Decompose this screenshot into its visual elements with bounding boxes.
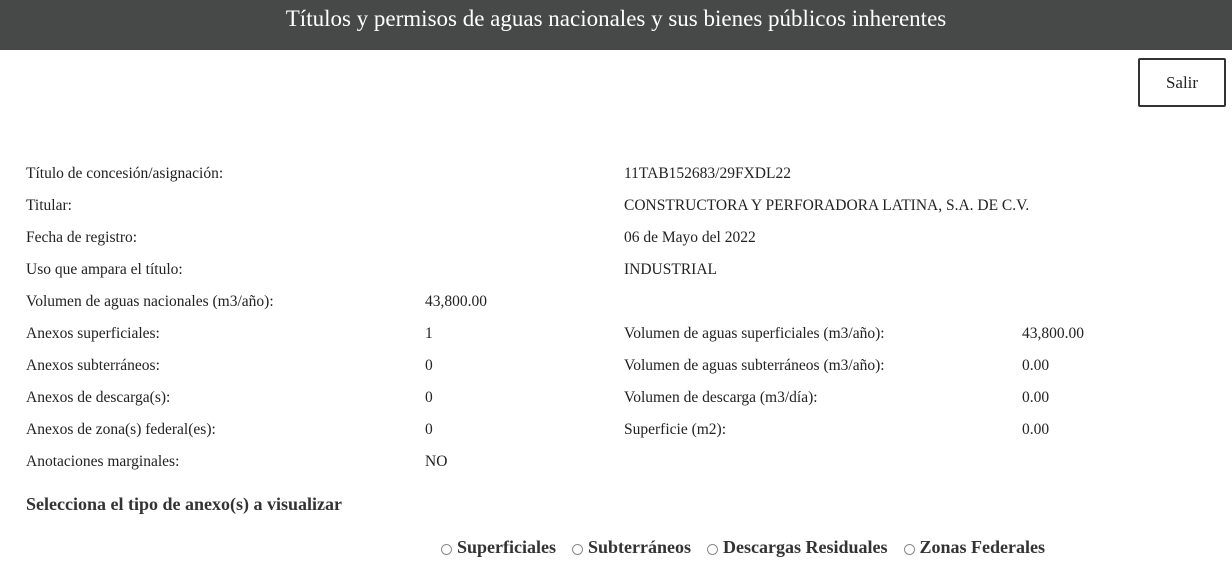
detail-value: 1 (425, 325, 433, 342)
detail-label: Titular: (26, 197, 72, 214)
annex-selector-title: Selecciona el tipo de anexo(s) a visualizar (26, 494, 342, 514)
annex-option-label: Zonas Federales (919, 537, 1045, 557)
detail-value: CONSTRUCTORA Y PERFORADORA LATINA, S.A. DE C.V. (624, 197, 1030, 214)
detail-label: Anexos subterráneos: (26, 357, 160, 374)
detail-value: 43,800.00 (1022, 325, 1084, 342)
detail-label: Volumen de aguas subterráneos (m3/año): (624, 357, 885, 374)
detail-value: 0.00 (1022, 357, 1050, 374)
detail-label: Anexos superficiales: (26, 325, 160, 342)
detail-row-fecha (26, 226, 1206, 258)
detail-row-titulo (26, 162, 1206, 194)
page-title: Títulos y permisos de aguas nacionales y sus bienes públicos inherentes (285, 6, 947, 31)
detail-value: 0.00 (1022, 421, 1050, 438)
detail-value: 06 de Mayo del 2022 (624, 229, 756, 246)
detail-label: Volumen de descarga (m3/día): (624, 389, 818, 406)
detail-label: Anotaciones marginales: (26, 453, 180, 470)
detail-label: Fecha de registro: (26, 229, 138, 246)
annex-option-descargas-residuales[interactable] (707, 537, 888, 558)
detail-label: Título de concesión/asignación: (26, 165, 224, 182)
page-header (0, 0, 1232, 50)
detail-row-titular (26, 194, 1206, 226)
radio-button[interactable] (904, 544, 915, 555)
detail-row-volumen (26, 290, 1206, 322)
detail-label: Anexos de descarga(s): (26, 389, 171, 406)
detail-label: Uso que ampara el título: (26, 261, 183, 278)
detail-value: 43,800.00 (425, 293, 487, 310)
radio-button[interactable] (572, 544, 583, 555)
detail-label: Volumen de aguas superficiales (m3/año): (624, 325, 885, 342)
detail-row-anexos-subterraneos (26, 354, 1206, 386)
annex-option-zonas-federales[interactable] (904, 537, 1046, 558)
detail-label: Anexos de zona(s) federal(es): (26, 421, 216, 438)
exit-button[interactable]: Salir (1138, 58, 1226, 107)
annex-option-superficiales[interactable] (441, 537, 556, 558)
detail-label: Volumen de aguas nacionales (m3/año): (26, 293, 274, 310)
detail-row-anexos-descarga (26, 386, 1206, 418)
detail-value: NO (425, 453, 448, 470)
title-details (26, 162, 1206, 482)
detail-value: 0 (425, 389, 433, 406)
radio-button[interactable] (441, 544, 452, 555)
annex-option-label: Subterráneos (588, 537, 691, 557)
detail-row-anexos-zona-federal (26, 418, 1206, 450)
detail-row-anexos-superficiales (26, 322, 1206, 354)
annex-option-label: Descargas Residuales (723, 537, 888, 557)
radio-button[interactable] (707, 544, 718, 555)
annex-type-options (441, 537, 1061, 558)
detail-value: INDUSTRIAL (624, 261, 717, 278)
detail-value: 0 (425, 421, 433, 438)
detail-row-anotaciones (26, 450, 1206, 482)
detail-value: 0.00 (1022, 389, 1050, 406)
detail-value: 0 (425, 357, 433, 374)
detail-row-uso (26, 258, 1206, 290)
annex-option-subterraneos[interactable] (572, 537, 691, 558)
annex-option-label: Superficiales (457, 537, 556, 557)
detail-value: 11TAB152683/29FXDL22 (624, 165, 791, 182)
detail-label: Superficie (m2): (624, 421, 727, 438)
